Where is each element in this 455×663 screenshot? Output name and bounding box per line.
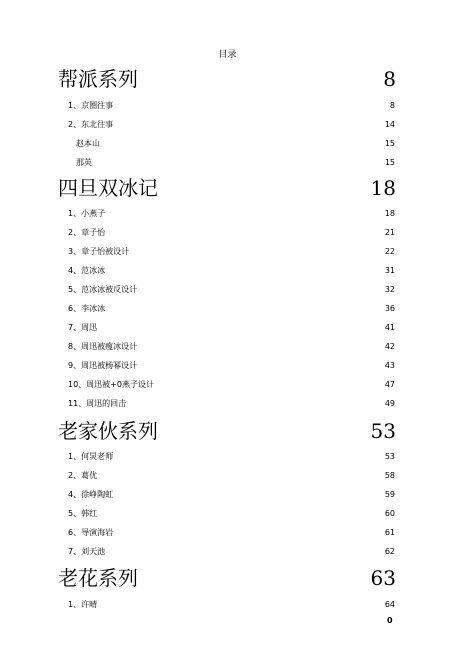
toc-entry-label: 4、徐峥陶虹 xyxy=(68,490,114,499)
toc-section-heading[interactable] xyxy=(58,66,396,92)
toc-entry[interactable] xyxy=(68,322,395,334)
toc-section-heading[interactable] xyxy=(58,565,396,591)
toc-entry-page: 14 xyxy=(384,120,395,129)
toc-entry-label: 11、周迅的回击 xyxy=(68,399,127,408)
toc-entry-page: 63 xyxy=(370,566,396,590)
toc-entry-page: 32 xyxy=(384,285,395,294)
toc-entry-page: 41 xyxy=(384,323,395,332)
toc-entry-label: 老花系列 xyxy=(58,566,138,590)
toc-entry-page: 36 xyxy=(384,304,395,313)
toc-entry-page: 42 xyxy=(384,342,395,351)
toc-subentry[interactable] xyxy=(76,157,395,169)
toc-entry[interactable] xyxy=(68,208,395,220)
toc-subentry[interactable] xyxy=(76,138,395,150)
toc-entry-label: 6、导演海岩 xyxy=(68,528,114,537)
toc-entry[interactable] xyxy=(68,527,395,539)
toc-entry-page: 8 xyxy=(383,67,396,91)
toc-entry-label: 6、李冰冰 xyxy=(68,304,106,313)
toc-entry[interactable] xyxy=(68,379,395,391)
toc-entry-page: 62 xyxy=(384,547,395,556)
toc-entry-label: 1、何炅老师 xyxy=(68,452,114,461)
toc-entry[interactable] xyxy=(68,341,395,353)
toc-entry-label: 5、韩红 xyxy=(68,509,98,518)
toc-entry-page: 47 xyxy=(384,380,395,389)
toc-entry-page: 18 xyxy=(370,176,396,200)
toc-entry-page: 31 xyxy=(384,266,395,275)
toc-entry-page: 64 xyxy=(384,600,395,609)
toc-entry[interactable] xyxy=(68,360,395,372)
toc-entry[interactable] xyxy=(68,599,395,611)
toc-entry-page: 8 xyxy=(389,101,395,110)
toc-entry[interactable] xyxy=(68,284,395,296)
toc-entry-label: 那英 xyxy=(76,158,92,167)
toc-entry[interactable] xyxy=(68,489,395,501)
toc-section-heading[interactable] xyxy=(58,175,396,201)
toc-entry-page: 58 xyxy=(384,471,395,480)
toc-entry-label: 2、葛优 xyxy=(68,471,98,480)
toc-entry-label: 1、小燕子 xyxy=(68,209,106,218)
toc-entry[interactable] xyxy=(68,227,395,239)
toc-entry-label: 3、章子怡被设计 xyxy=(68,247,130,256)
toc-entry-page: 15 xyxy=(384,139,395,148)
toc-entry-label: 4、范冰冰 xyxy=(68,266,106,275)
toc-entry[interactable] xyxy=(68,246,395,258)
toc-section-heading[interactable] xyxy=(58,418,396,444)
toc-entry-label: 帮派系列 xyxy=(58,67,138,91)
toc-entry[interactable] xyxy=(68,451,395,463)
toc-entry[interactable] xyxy=(68,265,395,277)
toc-entry-label: 2、章子怡 xyxy=(68,228,106,237)
toc-entry-page: 15 xyxy=(384,158,395,167)
toc-entry[interactable] xyxy=(68,398,395,410)
toc-entry-page: 22 xyxy=(384,247,395,256)
toc-entry-label: 老家伙系列 xyxy=(58,419,158,443)
page-title: 目录 xyxy=(218,50,237,60)
toc-entry[interactable] xyxy=(68,119,395,131)
toc-entry-label: 5、范冰冰被反设计 xyxy=(68,285,138,294)
toc-entry-page: 53 xyxy=(384,452,395,461)
toc-entry[interactable] xyxy=(68,303,395,315)
toc-entry-label: 8、周迅被瘦冰设计 xyxy=(68,342,138,351)
toc-entry-label: 9、周迅被杨幂设计 xyxy=(68,361,138,370)
toc-entry-page: 18 xyxy=(384,209,395,218)
toc-entry-page: 53 xyxy=(370,419,396,443)
toc-entry-label: 四旦双冰记 xyxy=(58,176,158,200)
toc-entry[interactable] xyxy=(68,100,395,112)
toc-entry-page: 59 xyxy=(384,490,395,499)
toc-entry[interactable] xyxy=(68,508,395,520)
toc-entry-page: 21 xyxy=(384,228,395,237)
toc-entry-label: 7、刘天池 xyxy=(68,547,106,556)
toc-entry[interactable] xyxy=(68,546,395,558)
toc-entry-label: 1、许晴 xyxy=(68,600,98,609)
toc-entry-page: 43 xyxy=(384,361,395,370)
toc-entry-label: 1、京圈往事 xyxy=(68,101,114,110)
toc-entry[interactable] xyxy=(68,470,395,482)
toc-entry-label: 2、东北往事 xyxy=(68,120,114,129)
toc-entry-page: 60 xyxy=(384,509,395,518)
page-number: 0 xyxy=(387,616,393,625)
toc-entry-page: 61 xyxy=(384,528,395,537)
toc-entry-label: 10、周迅被+0燕子设计 xyxy=(68,380,154,389)
toc-entry-label: 7、周迅 xyxy=(68,323,98,332)
toc-entry-label: 赵本山 xyxy=(76,139,100,148)
toc-entry-page: 49 xyxy=(384,399,395,408)
